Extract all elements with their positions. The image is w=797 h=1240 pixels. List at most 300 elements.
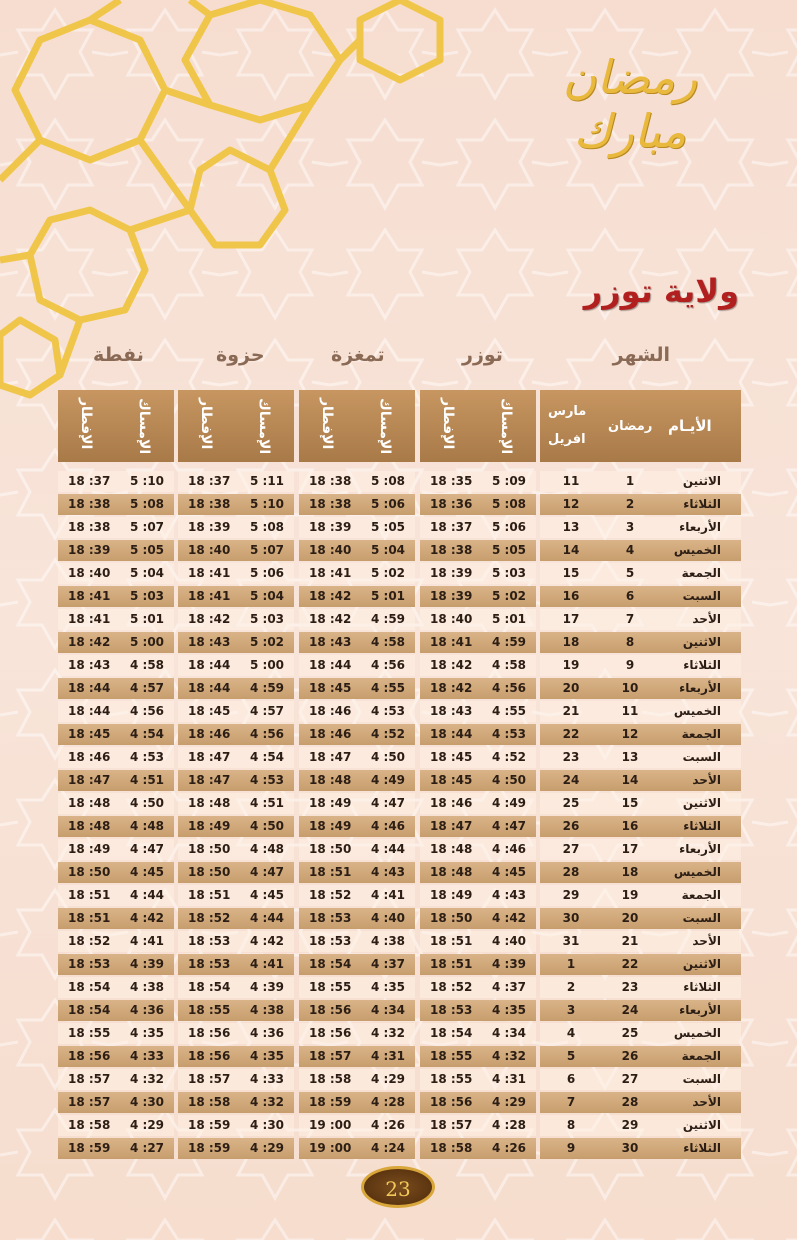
cell-day: الاثنين: [682, 635, 721, 649]
table-row: [58, 999, 741, 1022]
cell-iftar-nefta: 18 :50: [68, 865, 111, 879]
cell-iftar-nefta: 18 :57: [68, 1095, 111, 1109]
cell-iftar-hazoua: 18 :57: [188, 1072, 231, 1086]
cell-iftar-nefta: 18 :41: [68, 612, 111, 626]
cell-imsak-nefta: 5 :10: [130, 474, 165, 488]
cell-march-april: 2: [566, 980, 576, 994]
table-row: [58, 562, 741, 585]
cell-march-april: 18: [562, 635, 580, 649]
cell-day: الجمعة: [681, 1049, 721, 1063]
table-row: [58, 769, 741, 792]
cell-march-april: 4: [566, 1026, 576, 1040]
cell-iftar-tamaghza: 19 :00: [309, 1141, 352, 1155]
cell-imsak-nefta: 4 :54: [130, 727, 165, 741]
cell-iftar-hazoua: 18 :53: [188, 957, 231, 971]
cell-iftar-tozeur: 18 :42: [430, 658, 473, 672]
cell-day: الأربعاء: [679, 842, 721, 856]
header-days: الأيـام: [668, 417, 712, 435]
calligraphy-text: رمضان مبارك: [562, 50, 698, 158]
cell-imsak-nefta: 4 :53: [130, 750, 165, 764]
cell-imsak-nefta: 4 :39: [130, 957, 165, 971]
cell-iftar-tamaghza: 18 :49: [309, 796, 352, 810]
table-row: [58, 884, 741, 907]
cell-day: الأربعاء: [679, 1003, 721, 1017]
cell-imsak-hazoua: 5 :06: [250, 566, 285, 580]
cell-ramadan: 9: [625, 658, 635, 672]
cell-imsak-nefta: 4 :58: [130, 658, 165, 672]
cell-imsak-nefta: 5 :05: [130, 543, 165, 557]
cell-day: الجمعة: [681, 566, 721, 580]
cell-iftar-nefta: 18 :51: [68, 911, 111, 925]
table-row: [58, 631, 741, 654]
cell-iftar-tamaghza: 18 :44: [309, 658, 352, 672]
cell-iftar-tamaghza: 18 :46: [309, 727, 352, 741]
cell-march-april: 25: [562, 796, 580, 810]
cell-day: السبت: [682, 589, 721, 603]
cell-ramadan: 25: [621, 1026, 639, 1040]
cell-imsak-tozeur: 5 :09: [492, 474, 527, 488]
table-row: [58, 539, 741, 562]
cell-march-april: 23: [562, 750, 580, 764]
cell-imsak-tamaghza: 4 :50: [371, 750, 406, 764]
cell-imsak-nefta: 5 :07: [130, 520, 165, 534]
cell-imsak-hazoua: 4 :39: [250, 980, 285, 994]
header-iftar: الإفطار: [440, 398, 456, 450]
cell-iftar-hazoua: 18 :58: [188, 1095, 231, 1109]
table-row: [58, 930, 741, 953]
cell-imsak-hazoua: 5 :02: [250, 635, 285, 649]
table-row: [58, 1045, 741, 1068]
cell-iftar-hazoua: 18 :39: [188, 520, 231, 534]
cell-imsak-tamaghza: 5 :05: [371, 520, 406, 534]
cell-imsak-hazoua: 4 :29: [250, 1141, 285, 1155]
cell-imsak-hazoua: 4 :30: [250, 1118, 285, 1132]
cell-iftar-nefta: 18 :46: [68, 750, 111, 764]
table-row: [58, 1022, 741, 1045]
cell-ramadan: 17: [621, 842, 639, 856]
cell-iftar-nefta: 18 :51: [68, 888, 111, 902]
cell-imsak-nefta: 4 :42: [130, 911, 165, 925]
cell-imsak-tozeur: 4 :42: [492, 911, 527, 925]
cell-iftar-hazoua: 18 :55: [188, 1003, 231, 1017]
cell-iftar-nefta: 18 :44: [68, 681, 111, 695]
cell-ramadan: 1: [625, 474, 635, 488]
cell-ramadan: 20: [621, 911, 639, 925]
cell-imsak-tozeur: 4 :46: [492, 842, 527, 856]
cell-iftar-tozeur: 18 :51: [430, 934, 473, 948]
header-days-block: [540, 390, 741, 462]
cell-iftar-nefta: 18 :41: [68, 589, 111, 603]
cell-imsak-nefta: 4 :45: [130, 865, 165, 879]
cell-iftar-tozeur: 18 :37: [430, 520, 473, 534]
cell-imsak-tamaghza: 4 :55: [371, 681, 406, 695]
header-city-tozeur: توزر: [462, 344, 503, 366]
cell-march-april: 30: [562, 911, 580, 925]
cell-iftar-hazoua: 18 :52: [188, 911, 231, 925]
table-row: [58, 585, 741, 608]
cell-iftar-nefta: 18 :38: [68, 497, 111, 511]
cell-march-april: 6: [566, 1072, 576, 1086]
cell-iftar-tozeur: 18 :58: [430, 1141, 473, 1155]
cell-iftar-tamaghza: 18 :38: [309, 474, 352, 488]
cell-iftar-nefta: 18 :42: [68, 635, 111, 649]
cell-iftar-tamaghza: 18 :42: [309, 612, 352, 626]
cell-imsak-hazoua: 4 :51: [250, 796, 285, 810]
cell-iftar-tozeur: 18 :55: [430, 1072, 473, 1086]
cell-march-april: 29: [562, 888, 580, 902]
header-iftar: الإفطار: [198, 398, 214, 450]
cell-imsak-tozeur: 5 :08: [492, 497, 527, 511]
cell-ramadan: 30: [621, 1141, 639, 1155]
cell-march-april: 13: [562, 520, 580, 534]
cell-imsak-tamaghza: 5 :04: [371, 543, 406, 557]
cell-iftar-tamaghza: 18 :53: [309, 911, 352, 925]
cell-march-april: 26: [562, 819, 580, 833]
cell-imsak-tamaghza: 4 :38: [371, 934, 406, 948]
header-block-tozeur: [420, 390, 536, 462]
cell-ramadan: 4: [625, 543, 635, 557]
cell-march-april: 8: [566, 1118, 576, 1132]
cell-imsak-tozeur: 4 :34: [492, 1026, 527, 1040]
cell-day: الثلاثاء: [683, 819, 721, 833]
page-title: ولاية توزر: [583, 272, 739, 310]
cell-iftar-hazoua: 18 :54: [188, 980, 231, 994]
cell-iftar-tamaghza: 18 :56: [309, 1003, 352, 1017]
cell-imsak-hazoua: 4 :35: [250, 1049, 285, 1063]
cell-iftar-tamaghza: 18 :47: [309, 750, 352, 764]
cell-iftar-hazoua: 18 :49: [188, 819, 231, 833]
cell-imsak-nefta: 4 :30: [130, 1095, 165, 1109]
cell-ramadan: 29: [621, 1118, 639, 1132]
cell-imsak-tozeur: 4 :29: [492, 1095, 527, 1109]
header-city-hazoua: حزوة: [216, 344, 265, 366]
cell-imsak-nefta: 4 :57: [130, 681, 165, 695]
header-city-nefta: نفطة: [93, 344, 144, 366]
cell-iftar-nefta: 18 :57: [68, 1072, 111, 1086]
header-ramadan: رمضان: [608, 419, 653, 434]
cell-imsak-tozeur: 4 :35: [492, 1003, 527, 1017]
cell-imsak-nefta: 4 :29: [130, 1118, 165, 1132]
cell-march-april: 9: [566, 1141, 576, 1155]
cell-march-april: 21: [562, 704, 580, 718]
cell-march-april: 14: [562, 543, 580, 557]
cell-iftar-hazoua: 18 :42: [188, 612, 231, 626]
cell-imsak-tamaghza: 4 :40: [371, 911, 406, 925]
cell-ramadan: 6: [625, 589, 635, 603]
cell-iftar-nefta: 18 :44: [68, 704, 111, 718]
cell-imsak-tamaghza: 4 :34: [371, 1003, 406, 1017]
cell-iftar-tamaghza: 18 :50: [309, 842, 352, 856]
cell-imsak-tamaghza: 4 :47: [371, 796, 406, 810]
cell-iftar-hazoua: 18 :53: [188, 934, 231, 948]
cell-iftar-tozeur: 18 :56: [430, 1095, 473, 1109]
cell-imsak-tamaghza: 4 :58: [371, 635, 406, 649]
cell-march-april: 31: [562, 934, 580, 948]
cell-iftar-tozeur: 18 :41: [430, 635, 473, 649]
cell-day: الخميس: [673, 704, 721, 718]
cell-imsak-hazoua: 5 :10: [250, 497, 285, 511]
cell-day: الأربعاء: [679, 520, 721, 534]
cell-iftar-nefta: 18 :49: [68, 842, 111, 856]
cell-imsak-tozeur: 4 :26: [492, 1141, 527, 1155]
cell-imsak-hazoua: 4 :47: [250, 865, 285, 879]
table-row: [58, 493, 741, 516]
cell-imsak-tozeur: 4 :49: [492, 796, 527, 810]
cell-iftar-tamaghza: 18 :42: [309, 589, 352, 603]
cell-iftar-tamaghza: 18 :39: [309, 520, 352, 534]
cell-imsak-tamaghza: 4 :59: [371, 612, 406, 626]
cell-march-april: 7: [566, 1095, 576, 1109]
cell-imsak-tamaghza: 4 :35: [371, 980, 406, 994]
header-iftar: الإفطار: [78, 398, 94, 450]
cell-march-april: 28: [562, 865, 580, 879]
cell-iftar-tozeur: 18 :55: [430, 1049, 473, 1063]
cell-imsak-nefta: 5 :03: [130, 589, 165, 603]
table-row: [58, 861, 741, 884]
cell-imsak-tozeur: 4 :50: [492, 773, 527, 787]
cell-ramadan: 7: [625, 612, 635, 626]
header-imsak: الإمساك: [377, 398, 393, 455]
cell-imsak-nefta: 4 :50: [130, 796, 165, 810]
cell-iftar-nefta: 18 :48: [68, 819, 111, 833]
cell-march-april: 22: [562, 727, 580, 741]
cell-day: الأحد: [692, 612, 721, 626]
table-row: [58, 792, 741, 815]
cell-iftar-hazoua: 18 :48: [188, 796, 231, 810]
cell-imsak-tamaghza: 4 :52: [371, 727, 406, 741]
cell-iftar-tozeur: 18 :44: [430, 727, 473, 741]
table-row: [58, 907, 741, 930]
cell-imsak-tozeur: 4 :55: [492, 704, 527, 718]
cell-imsak-tozeur: 4 :59: [492, 635, 527, 649]
cell-imsak-hazoua: 4 :41: [250, 957, 285, 971]
cell-iftar-hazoua: 18 :50: [188, 865, 231, 879]
cell-march-april: 5: [566, 1049, 576, 1063]
cell-imsak-tozeur: 4 :52: [492, 750, 527, 764]
header-block-nefta: [58, 390, 174, 462]
header-imsak: الإمساك: [136, 398, 152, 455]
cell-iftar-hazoua: 18 :44: [188, 681, 231, 695]
cell-day: السبت: [682, 750, 721, 764]
cell-imsak-hazoua: 5 :11: [250, 474, 285, 488]
cell-imsak-tozeur: 4 :45: [492, 865, 527, 879]
cell-ramadan: 27: [621, 1072, 639, 1086]
cell-imsak-tozeur: 4 :37: [492, 980, 527, 994]
cell-imsak-tozeur: 5 :02: [492, 589, 527, 603]
cell-iftar-tozeur: 18 :39: [430, 589, 473, 603]
cell-iftar-tamaghza: 18 :41: [309, 566, 352, 580]
cell-iftar-tamaghza: 19 :00: [309, 1118, 352, 1132]
cell-iftar-tamaghza: 18 :58: [309, 1072, 352, 1086]
cell-day: الاثنين: [682, 474, 721, 488]
cell-march-april: 20: [562, 681, 580, 695]
table-row: [58, 838, 741, 861]
table-row: [58, 608, 741, 631]
cell-imsak-tamaghza: 5 :08: [371, 474, 406, 488]
cell-iftar-tamaghza: 18 :46: [309, 704, 352, 718]
cell-iftar-hazoua: 18 :38: [188, 497, 231, 511]
cell-day: السبت: [682, 911, 721, 925]
cell-ramadan: 28: [621, 1095, 639, 1109]
cell-imsak-hazoua: 4 :53: [250, 773, 285, 787]
cell-iftar-hazoua: 18 :41: [188, 589, 231, 603]
cell-iftar-nefta: 18 :58: [68, 1118, 111, 1132]
cell-ramadan: 8: [625, 635, 635, 649]
cell-iftar-tamaghza: 18 :59: [309, 1095, 352, 1109]
cell-imsak-tamaghza: 4 :37: [371, 957, 406, 971]
cell-imsak-tozeur: 4 :39: [492, 957, 527, 971]
cell-iftar-tozeur: 18 :43: [430, 704, 473, 718]
cell-imsak-tamaghza: 4 :24: [371, 1141, 406, 1155]
header-april: افريل: [548, 432, 586, 447]
cell-day: الاثنين: [682, 1118, 721, 1132]
cell-imsak-tozeur: 4 :40: [492, 934, 527, 948]
table-row: [58, 746, 741, 769]
cell-iftar-tozeur: 18 :48: [430, 842, 473, 856]
cell-imsak-nefta: 5 :08: [130, 497, 165, 511]
cell-imsak-tamaghza: 4 :41: [371, 888, 406, 902]
cell-imsak-tozeur: 5 :01: [492, 612, 527, 626]
cell-imsak-hazoua: 4 :54: [250, 750, 285, 764]
cell-iftar-tozeur: 18 :40: [430, 612, 473, 626]
cell-iftar-nefta: 18 :59: [68, 1141, 111, 1155]
header-block-hazoua: [178, 390, 294, 462]
cell-iftar-tamaghza: 18 :48: [309, 773, 352, 787]
cell-imsak-tamaghza: 4 :49: [371, 773, 406, 787]
header-imsak: الإمساك: [498, 398, 514, 455]
cell-iftar-tamaghza: 18 :45: [309, 681, 352, 695]
cell-iftar-tozeur: 18 :45: [430, 750, 473, 764]
cell-imsak-tamaghza: 4 :32: [371, 1026, 406, 1040]
cell-ramadan: 15: [621, 796, 639, 810]
cell-iftar-tozeur: 18 :46: [430, 796, 473, 810]
cell-ramadan: 5: [625, 566, 635, 580]
cell-imsak-tozeur: 5 :03: [492, 566, 527, 580]
cell-day: الثلاثاء: [683, 658, 721, 672]
cell-imsak-tozeur: 4 :47: [492, 819, 527, 833]
cell-imsak-nefta: 4 :44: [130, 888, 165, 902]
cell-iftar-tozeur: 18 :50: [430, 911, 473, 925]
cell-imsak-tamaghza: 4 :26: [371, 1118, 406, 1132]
cell-day: الخميس: [673, 543, 721, 557]
cell-imsak-nefta: 4 :47: [130, 842, 165, 856]
header-block-tamaghza: [299, 390, 415, 462]
table-row: [58, 723, 741, 746]
cell-iftar-hazoua: 18 :59: [188, 1118, 231, 1132]
cell-imsak-nefta: 4 :51: [130, 773, 165, 787]
cell-iftar-tozeur: 18 :38: [430, 543, 473, 557]
cell-day: الأحد: [692, 934, 721, 948]
cell-imsak-tozeur: 5 :06: [492, 520, 527, 534]
cell-imsak-hazoua: 5 :00: [250, 658, 285, 672]
cell-imsak-tozeur: 4 :56: [492, 681, 527, 695]
cell-imsak-hazoua: 4 :44: [250, 911, 285, 925]
cell-iftar-hazoua: 18 :59: [188, 1141, 231, 1155]
cell-iftar-tamaghza: 18 :53: [309, 934, 352, 948]
header-iftar: الإفطار: [319, 398, 335, 450]
cell-iftar-hazoua: 18 :47: [188, 750, 231, 764]
cell-day: الاثنين: [682, 796, 721, 810]
cell-iftar-hazoua: 18 :43: [188, 635, 231, 649]
cell-day: الأربعاء: [679, 681, 721, 695]
cell-iftar-nefta: 18 :54: [68, 1003, 111, 1017]
cell-imsak-tamaghza: 5 :02: [371, 566, 406, 580]
cell-iftar-nefta: 18 :48: [68, 796, 111, 810]
cell-day: السبت: [682, 1072, 721, 1086]
cell-imsak-nefta: 4 :35: [130, 1026, 165, 1040]
cell-imsak-nefta: 5 :01: [130, 612, 165, 626]
cell-iftar-tamaghza: 18 :43: [309, 635, 352, 649]
cell-imsak-hazoua: 4 :33: [250, 1072, 285, 1086]
cell-imsak-tamaghza: 4 :44: [371, 842, 406, 856]
cell-iftar-tamaghza: 18 :49: [309, 819, 352, 833]
cell-imsak-nefta: 5 :04: [130, 566, 165, 580]
header-city-tamaghza: تمغزة: [331, 344, 385, 366]
cell-imsak-hazoua: 4 :48: [250, 842, 285, 856]
cell-imsak-hazoua: 4 :32: [250, 1095, 285, 1109]
cell-imsak-nefta: 4 :27: [130, 1141, 165, 1155]
cell-ramadan: 16: [621, 819, 639, 833]
cell-imsak-tamaghza: 5 :06: [371, 497, 406, 511]
cell-imsak-hazoua: 5 :04: [250, 589, 285, 603]
cell-day: الخميس: [673, 1026, 721, 1040]
cell-iftar-nefta: 18 :38: [68, 520, 111, 534]
table-row: [58, 953, 741, 976]
cell-day: الجمعة: [681, 727, 721, 741]
cell-march-april: 3: [566, 1003, 576, 1017]
cell-iftar-tamaghza: 18 :38: [309, 497, 352, 511]
cell-iftar-tamaghza: 18 :56: [309, 1026, 352, 1040]
cell-imsak-hazoua: 5 :07: [250, 543, 285, 557]
cell-imsak-hazoua: 4 :50: [250, 819, 285, 833]
cell-iftar-tozeur: 18 :35: [430, 474, 473, 488]
cell-iftar-nefta: 18 :54: [68, 980, 111, 994]
cell-iftar-nefta: 18 :37: [68, 474, 111, 488]
cell-ramadan: 12: [621, 727, 639, 741]
cell-iftar-tozeur: 18 :39: [430, 566, 473, 580]
cell-imsak-tozeur: 4 :53: [492, 727, 527, 741]
cell-march-april: 19: [562, 658, 580, 672]
cell-iftar-tozeur: 18 :57: [430, 1118, 473, 1132]
cell-iftar-tamaghza: 18 :54: [309, 957, 352, 971]
cell-iftar-tamaghza: 18 :55: [309, 980, 352, 994]
ramadan-mubarak-calligraphy: [520, 40, 740, 158]
cell-ramadan: 23: [621, 980, 639, 994]
cell-iftar-hazoua: 18 :47: [188, 773, 231, 787]
cell-march-april: 1: [566, 957, 576, 971]
cell-imsak-hazoua: 4 :57: [250, 704, 285, 718]
cell-imsak-nefta: 4 :36: [130, 1003, 165, 1017]
cell-ramadan: 13: [621, 750, 639, 764]
cell-iftar-nefta: 18 :55: [68, 1026, 111, 1040]
cell-ramadan: 18: [621, 865, 639, 879]
cell-iftar-tamaghza: 18 :52: [309, 888, 352, 902]
cell-iftar-tozeur: 18 :47: [430, 819, 473, 833]
cell-march-april: 24: [562, 773, 580, 787]
cell-day: الجمعة: [681, 888, 721, 902]
header-imsak: الإمساك: [256, 398, 272, 455]
table-row: [58, 1068, 741, 1091]
table-row: [58, 700, 741, 723]
table-row: [58, 470, 741, 493]
cell-imsak-tamaghza: 4 :29: [371, 1072, 406, 1086]
cell-imsak-tozeur: 5 :05: [492, 543, 527, 557]
cell-ramadan: 2: [625, 497, 635, 511]
cell-march-april: 15: [562, 566, 580, 580]
cell-ramadan: 22: [621, 957, 639, 971]
cell-iftar-tozeur: 18 :51: [430, 957, 473, 971]
header-march: مارس: [548, 404, 587, 419]
